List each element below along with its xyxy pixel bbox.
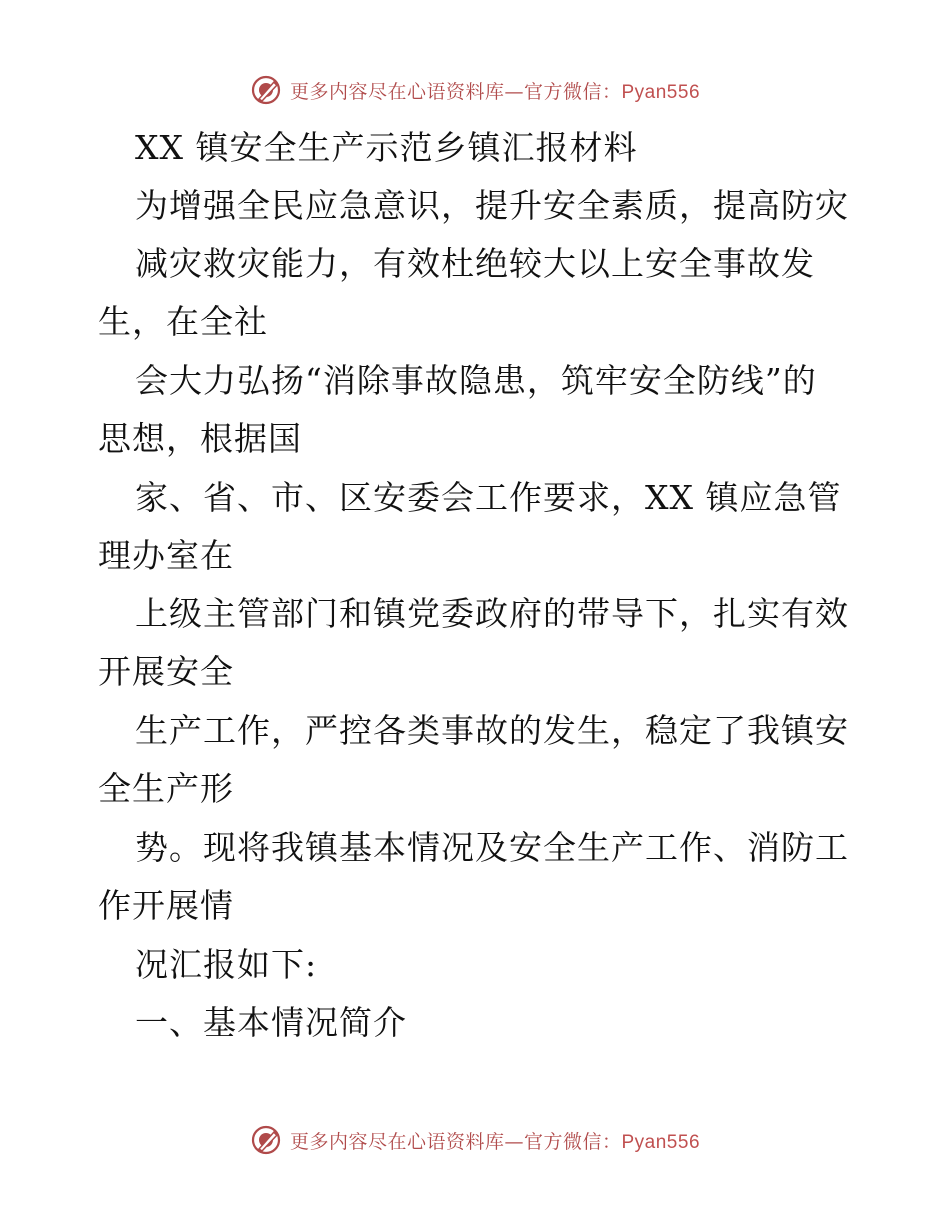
watermark-label: 更多内容尽在心语资料库—官方微信：: [289, 80, 622, 103]
paragraph-line: 理办室在: [98, 536, 234, 575]
watermark-account: Pyan556: [621, 1131, 701, 1153]
paragraph-line: 减灾救灾能力，有效杜绝较大以上安全事故发: [135, 244, 815, 283]
paragraph-line: 家、省、市、区安委会工作要求，XX 镇应急管: [135, 478, 842, 517]
pen-circle-logo-icon: [250, 1124, 282, 1156]
paragraph-line: 为增强全民应急意识，提升安全素质，提高防灾: [135, 186, 849, 225]
paragraph-line: 上级主管部门和镇党委政府的带导下，扎实有效: [135, 594, 849, 633]
section-heading: 一、基本情况简介: [135, 1003, 407, 1042]
paragraph-line: 思想，根据国: [98, 419, 302, 458]
watermark-footer: [0, 1122, 950, 1158]
watermark-text: [290, 1127, 700, 1154]
document-title: XX 镇安全生产示范乡镇汇报材料: [135, 128, 638, 167]
watermark-header: [0, 72, 950, 108]
paragraph-line: 作开展情: [98, 886, 234, 925]
paragraph-line: 况汇报如下:: [135, 945, 318, 984]
watermark-text: [290, 77, 700, 104]
paragraph-line: 生，在全社: [98, 302, 268, 341]
watermark-account: Pyan556: [621, 81, 701, 103]
paragraph-line: 全生产形: [98, 769, 234, 808]
paragraph-line: 会大力弘扬“消除事故隐患，筑牢安全防线”的: [135, 361, 817, 400]
paragraph-line: 势。现将我镇基本情况及安全生产工作、消防工: [135, 828, 849, 867]
paragraph-line: 开展安全: [98, 652, 234, 691]
pen-circle-logo-icon: [250, 74, 282, 106]
watermark-label: 更多内容尽在心语资料库—官方微信：: [289, 1130, 622, 1153]
paragraph-line: 生产工作，严控各类事故的发生，稳定了我镇安: [135, 711, 849, 750]
